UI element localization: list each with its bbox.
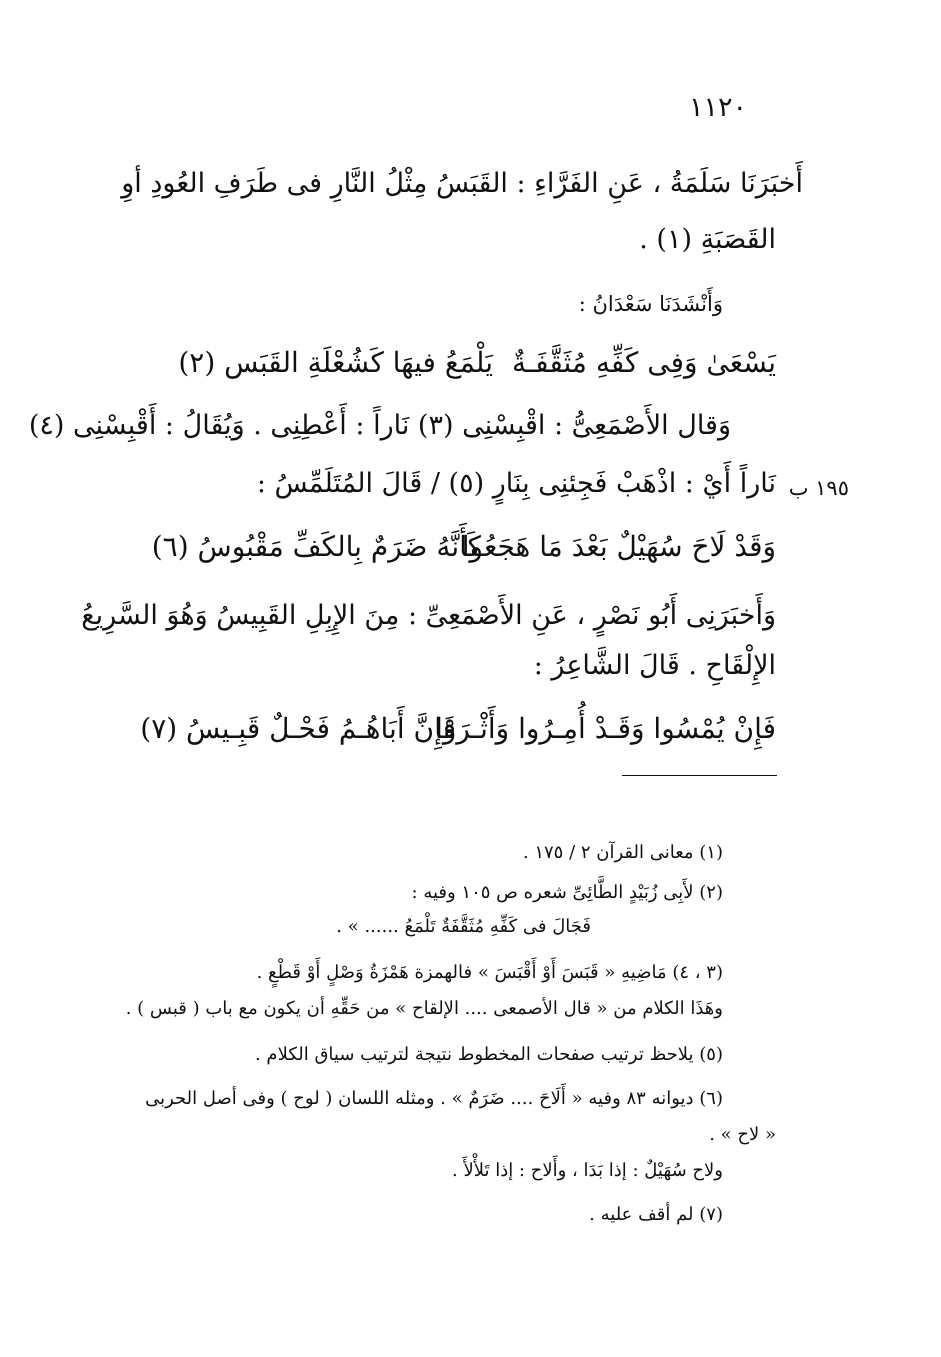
body-line-4: وَقال الأَصْمَعِىُّ : اقْبِسْنِى (٣) نَاراً : أَعْطِنِى . وَيُقَالُ : أَقْبِسْنِى (٤) [28, 410, 731, 441]
footnote-1: (١) معانى القرآن ٢ / ١٧٥ . [522, 842, 723, 863]
body-line-5: نَاراً أَيْ : اذْهَبْ فَجِئنِى بِنَارٍ (٥) / قَالَ المُتَلَمِّسُ : [256, 468, 776, 499]
body-line-6: وَأَخبَرَنِى أَبُو نَصْرٍ ، عَنِ الأَصْمَعِىِّ : مِنَ الإِبِلِ القَبِيسُ وَهُوَ السَّرِيعُ [81, 600, 776, 631]
footnote-separator [622, 775, 777, 776]
footnote-3-4-continued: وهَذَا الكلام من « قال الأصمعى .... الإلقاح » من حَقِّهِ أن يكون مع باب ( قبس ) . [125, 998, 723, 1019]
verse-1-second-hemistich: يَلْمَعُ فيهَا كَشُعْلَةِ القَبَس (٢) [178, 346, 493, 379]
body-line-2: القَصَبَةِ (١) . [639, 224, 776, 255]
footnote-2: (٢) لأَبِى زُبَيْدٍ الطَّائِىِّ شعره ص ١٠٥ وفيه : [411, 882, 723, 903]
manuscript-folio-note: ١٩٥ ب [788, 476, 849, 500]
footnote-2-verse: فَجَالَ فى كَفِّهِ مُثَقَّفَةٌ تَلْمَعُ ...... » . [336, 916, 591, 937]
verse-1-first-hemistich: يَسْعَىٰ وَفِى كَفِّهِ مُثَقَّفَـةٌ [511, 346, 776, 379]
footnote-3-4: (٣ ، ٤) مَاضِيهِ « قَبَسَ أَوْ أَقْبَسَ » فالهمزة هَمْزَةُ وَصْلٍ أَوْ قَطْعٍ . [256, 962, 723, 983]
page-number: ١١٢٠ [688, 92, 747, 123]
verse-2-second-hemistich: كَأَنَّهُ ضَرَمٌ بِالكَفِّ مَقْبُوسُ (٦) [151, 530, 481, 563]
verse-2-first-hemistich: وَقَدْ لَاحَ سُهَيْلٌ بَعْدَ مَا هَجَعُوا [461, 530, 776, 563]
body-line-7: الإِلْقَاحِ . قَالَ الشَّاعِرُ : [533, 650, 776, 681]
footnote-7: (٧) لم أقف عليه . [589, 1204, 723, 1225]
footnote-6-note: ولاح سُهَيْلٌ : إذا بَدَا ، وأَلاح : إذا تَلأْلأَ . [452, 1160, 723, 1181]
footnote-6: (٦) ديوانه ٨٣ وفيه « أَلَاحَ .... ضَرَمٌ » . ومثله اللسان ( لوح ) وفى أصل الحربى [145, 1088, 723, 1109]
body-line-1: أَخبَرَنَا سَلَمَةُ ، عَنِ الفَرَّاءِ : القَبَسُ مِثْلُ النَّارِ فى طَرَفِ العُودِ أوِ [121, 168, 803, 199]
footnote-6-continued: « لاح » . [709, 1124, 776, 1145]
verse-3-second-hemistich: فَإِنَّ أَبَاهُـمُ فَحْـلٌ قَبِـيسُ (٧) [140, 712, 456, 745]
body-line-3: وَأَنْشَدَنَا سَعْدَانُ : [578, 292, 723, 316]
footnote-5: (٥) يلاحظ ترتيب صفحات المخطوط نتيجة لترتيب سياق الكلام . [254, 1044, 723, 1065]
verse-3-first-hemistich: فَإِنْ يُمْسُوا وَقَـدْ أُمِـرُوا وَأَثْـرَوْا [435, 712, 776, 745]
